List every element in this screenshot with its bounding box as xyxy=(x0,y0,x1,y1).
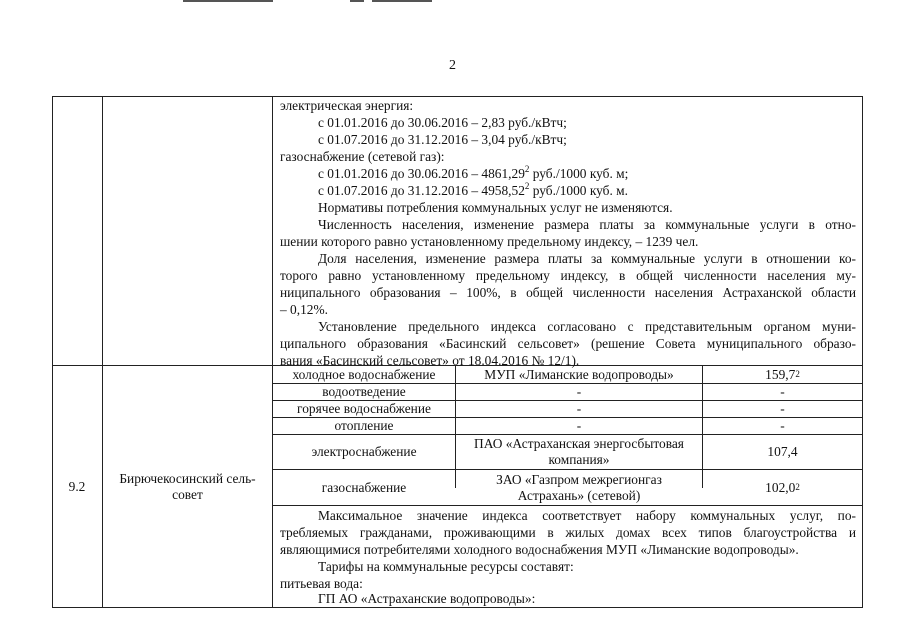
section-name xyxy=(103,366,272,607)
tariff-table xyxy=(52,96,863,608)
text-line: Нормативы потребления коммунальных услуг не изменяются. xyxy=(318,200,673,215)
text-line: с 01.07.2016 до 31.12.2016 – 4958,52$^2$ руб./1000 куб. м. xyxy=(318,180,628,198)
service-name: отопление xyxy=(334,418,394,433)
subtable-row-divider xyxy=(272,505,862,506)
text-line: шении которого равно установленному предельному индексу, – 1239 чел. xyxy=(280,234,699,249)
section-number: 9.2 xyxy=(68,478,86,494)
provider-name: МУП «Лиманские водопроводы» xyxy=(484,366,674,382)
index-value: 102,0 $^2$ xyxy=(765,479,800,495)
table-border-top xyxy=(52,96,863,97)
column-divider-name xyxy=(272,96,273,608)
text-line: ниципального образования – 100%, в общей численности населения Астраханской области xyxy=(280,285,856,300)
text-line: являющимися потребителями холодного водоснабжения МУП «Лиманские водопроводы». xyxy=(280,542,799,557)
text-line: торого равно установленному предельному индексу, в общей численности населения му- xyxy=(280,268,856,283)
text-line: с 01.01.2016 до 30.06.2016 – 4861,29$^2$ руб./1000 куб. м; xyxy=(318,163,629,181)
text-line: Численность населения, изменение размера платы за коммунальные услуги в отно- xyxy=(318,217,856,232)
text-line: вания «Басинский сельсовет» от 18.04.2016 № 12/1). xyxy=(280,353,580,368)
section-name-line: совет xyxy=(172,486,203,502)
text-line: Доля населения, изменение размера платы за коммунальные услуги в отношении ко- xyxy=(318,251,856,266)
service-name: электроснабжение xyxy=(311,444,417,459)
scan-mark xyxy=(372,0,432,2)
text-line: с 01.07.2016 до 31.12.2016 – 3,04 руб./кВтч; xyxy=(318,132,567,147)
scan-mark xyxy=(350,0,364,2)
text-line: Максимальное значение индекса соответствует набору коммунальных услуг, по- xyxy=(318,508,856,523)
service-name: холодное водоснабжение xyxy=(292,366,436,382)
text-line: требляемых гражданами, проживающими в жилых домах всех типов благоустройства и xyxy=(280,525,856,540)
provider-name: - xyxy=(576,418,582,433)
table-border-bottom xyxy=(52,607,863,608)
index-value: - xyxy=(780,418,785,433)
page-number: 2 xyxy=(449,58,456,73)
provider-name: - xyxy=(576,384,582,399)
service-name: водоотведение xyxy=(322,384,406,399)
scan-mark xyxy=(183,0,273,2)
provider-name: ЗАО «Газпром межрегионгаз Астрахань» (сетевой) xyxy=(496,471,662,503)
text-line: газоснабжение (сетевой газ): xyxy=(280,149,445,164)
section-name-line: Бирючекосинский сель- xyxy=(119,470,256,486)
table-border-right xyxy=(862,96,863,608)
text-line: Установление предельного индекса согласовано с представительным органом муни- xyxy=(318,319,856,334)
text-line: ГП АО «Астраханские водопроводы»: xyxy=(318,591,536,606)
text-line: – 0,12%. xyxy=(280,302,328,317)
text-line: Тарифы на коммунальные ресурсы составят: xyxy=(318,559,574,574)
text-line: электрическая энергия: xyxy=(280,98,414,113)
provider-name: - xyxy=(576,401,582,416)
index-value: - xyxy=(780,401,785,416)
text-line: ципального образования «Басинский сельсовет» (решение Совета муниципального образо- xyxy=(280,336,856,351)
service-name: горячее водоснабжение xyxy=(297,401,431,416)
service-name: газоснабжение xyxy=(321,479,407,495)
index-value: - xyxy=(780,384,785,399)
index-value: 159,7 $^2$ xyxy=(765,366,800,382)
text-line: с 01.01.2016 до 30.06.2016 – 2,83 руб./кВтч; xyxy=(318,115,567,130)
provider-name: ПАО «Астраханская энергосбытовая компания» xyxy=(474,436,684,467)
text-line: питьевая вода: xyxy=(280,576,363,591)
index-value: 107,4 xyxy=(767,444,798,459)
